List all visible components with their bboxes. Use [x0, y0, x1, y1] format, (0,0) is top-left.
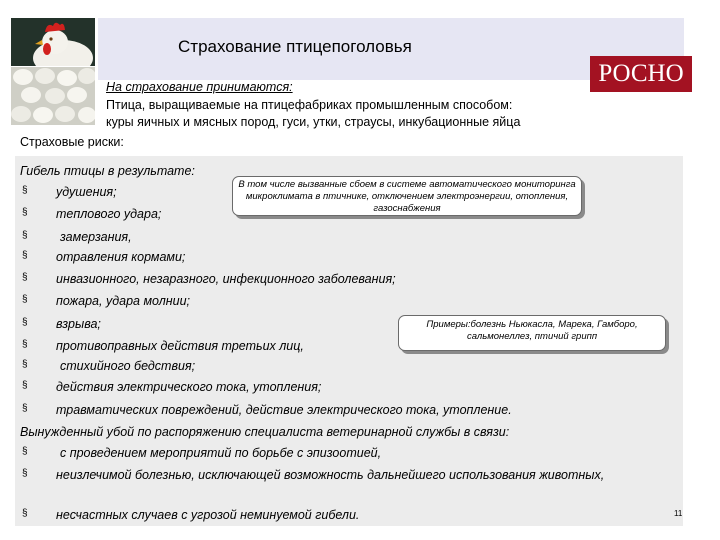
rosno-logo: РОСНО	[590, 56, 692, 92]
bullet-icon: §	[22, 468, 28, 479]
callout-note: В том числе вызванные сбоем в системе автоматического мониторинга микроклимата в птичнике, отключением электроэнергии, отопления, газоснабжения	[232, 176, 582, 216]
callout-note: Примеры:болезнь Ньюкасла, Марека, Гамборо, сальмонеллез, птичий грипп	[398, 315, 666, 351]
bullet-icon: §	[22, 272, 28, 283]
eggs-photo-icon	[11, 67, 95, 125]
forced-slaughter-heading: Вынужденный убой по распоряжению специалиста ветеринарной службы в связи:	[20, 425, 510, 439]
eggs-photo	[11, 67, 95, 125]
bullet-icon: §	[22, 250, 28, 261]
bullet-icon: §	[22, 339, 28, 350]
bullet-icon: §	[22, 207, 28, 218]
bullet-icon: §	[22, 294, 28, 305]
page-number: 11	[674, 509, 683, 518]
rooster-photo	[11, 18, 95, 66]
rooster-photo-icon	[11, 18, 95, 66]
intro-line: Птица, выращиваемые на птицефабриках промышленным способом:	[106, 98, 513, 112]
bullet-icon: §	[22, 317, 28, 328]
risks-heading: Страховые риски:	[20, 135, 124, 149]
bullet-icon: §	[22, 230, 28, 241]
bullet-icon: §	[22, 359, 28, 370]
bullet-icon: §	[22, 185, 28, 196]
bullet-icon: §	[22, 508, 28, 519]
bullet-icon: §	[22, 446, 28, 457]
page-title: Страхование птицепоголовья	[178, 37, 412, 56]
bullet-icon: §	[22, 380, 28, 391]
death-heading: Гибель птицы в результате:	[20, 164, 195, 178]
intro-heading: На страхование принимаются:	[106, 80, 293, 94]
intro-line: куры яичных и мясных пород, гуси, утки, страусы, инкубационные яйца	[106, 115, 521, 129]
bullet-icon: §	[22, 403, 28, 414]
